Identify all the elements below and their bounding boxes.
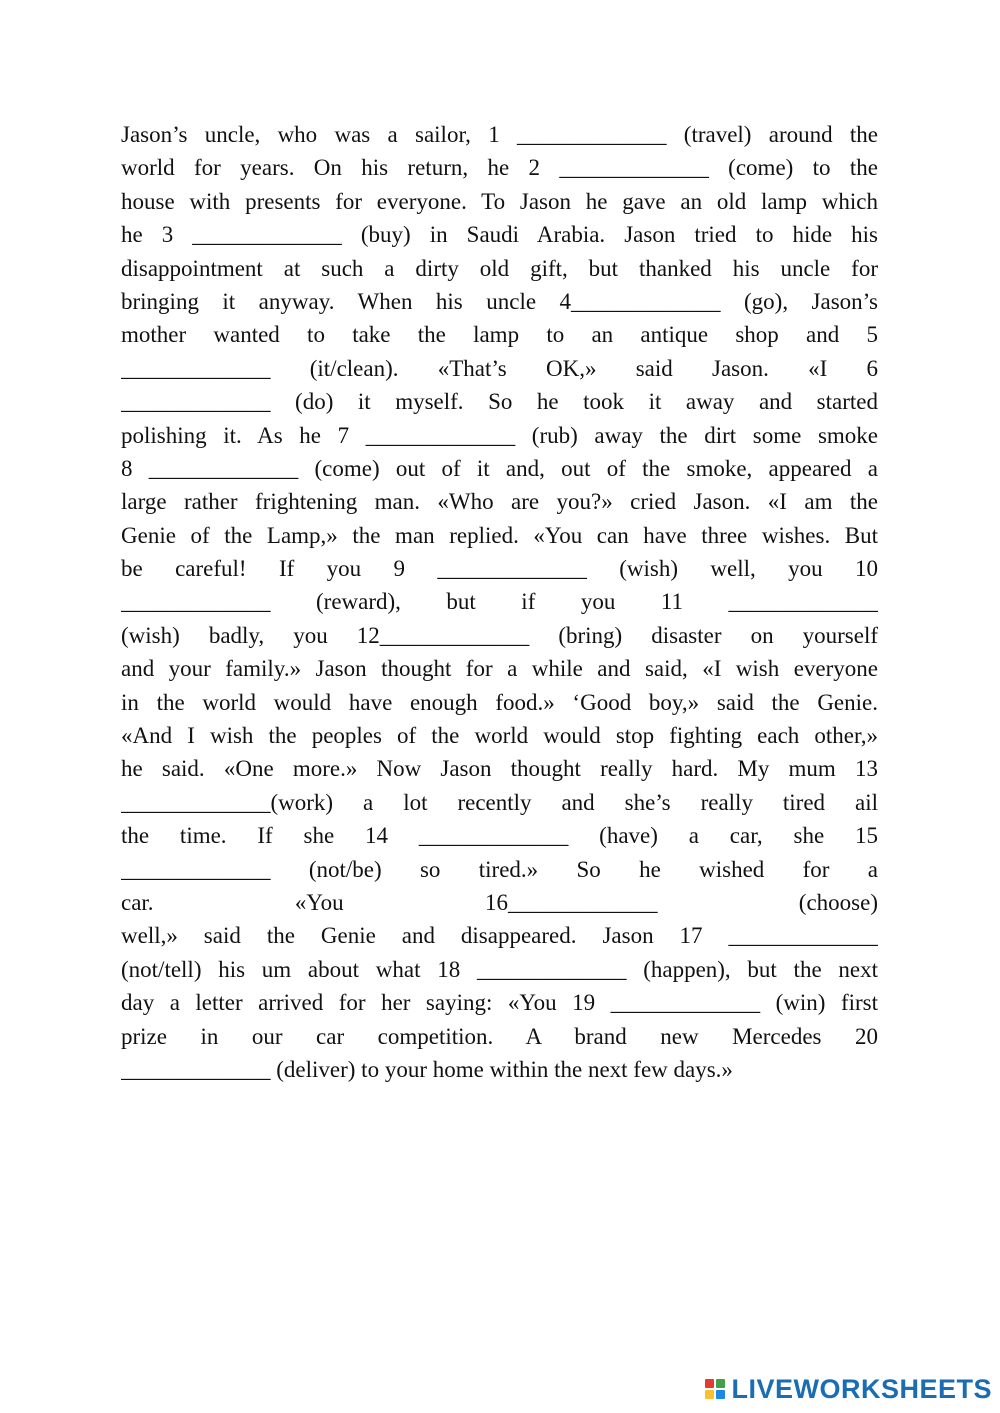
text-line: bringing it anyway. When his uncle 4_____________ (go), Jason’s [121, 288, 878, 314]
exercise-text [121, 118, 878, 1086]
text-line: large rather frightening man. «Who are you?» cried Jason. «I am the [121, 489, 878, 515]
text-line: polishing it. As he 7 _____________ (rub) away the dirt some smoke [121, 422, 878, 448]
text-line: Jason’s uncle, who was a sailor, 1 _____________ (travel) around the [121, 122, 878, 147]
text-line: disappointment at such a dirty old gift, but thanked his uncle for [121, 255, 878, 281]
liveworksheets-brand[interactable] [705, 1374, 992, 1405]
text-line: and your family.» Jason thought for a while and said, «I wish everyone [121, 656, 878, 682]
text-line: _____________ (not/be) so tired.» So he wished for a [121, 856, 878, 882]
text-line: _____________ (it/clean). «That’s OK,» said Jason. «I 6 [121, 355, 878, 381]
text-line: «And I wish the peoples of the world would stop fighting each other,» [121, 723, 878, 749]
liveworksheets-logo-icon [705, 1377, 727, 1403]
text-line: 8 _____________ (come) out of it and, out of the smoke, appeared a [121, 455, 878, 481]
text-line: prize in our car competition. A brand new Mercedes 20 [121, 1023, 878, 1049]
text-line: world for years. On his return, he 2 _____________ (come) to the [121, 155, 878, 181]
text-line: well,» said the Genie and disappeared. Jason 17 _____________ [121, 923, 878, 949]
text-line: _____________ (deliver) to your home within the next few days.» [121, 1056, 733, 1082]
text-line: Genie of the Lamp,» the man replied. «You can have three wishes. But [121, 522, 878, 548]
text-line: (not/tell) his um about what 18 _____________ (happen), but the next [121, 956, 878, 982]
text-line: be careful! If you 9 _____________ (wish) well, you 10 [121, 556, 878, 582]
text-line: in the world would have enough food.» ‘Good boy,» said the Genie. [121, 689, 878, 715]
text-line: the time. If she 14 _____________ (have) a car, she 15 [121, 823, 878, 849]
brand-name: LIVEWORKSHEETS [731, 1374, 992, 1404]
text-line: he said. «One more.» Now Jason thought really hard. My mum 13 [121, 756, 878, 782]
text-line: house with presents for everyone. To Jason he gave an old lamp which [121, 188, 878, 214]
text-line: he 3 _____________ (buy) in Saudi Arabia. Jason tried to hide his [121, 222, 878, 248]
text-line: day a letter arrived for her saying: «You 19 _____________ (win) first [121, 990, 878, 1016]
text-line: _____________(work) a lot recently and she’s really tired ail [121, 789, 878, 815]
text-line: mother wanted to take the lamp to an antique shop and 5 [121, 322, 878, 348]
text-line: _____________ (reward), but if you 11 _____________ [121, 589, 878, 615]
text-line: (wish) badly, you 12_____________ (bring) disaster on yourself [121, 622, 878, 648]
text-line: car. «You 16_____________ (choose) [121, 889, 878, 915]
text-line: _____________ (do) it myself. So he took it away and started [121, 389, 878, 415]
